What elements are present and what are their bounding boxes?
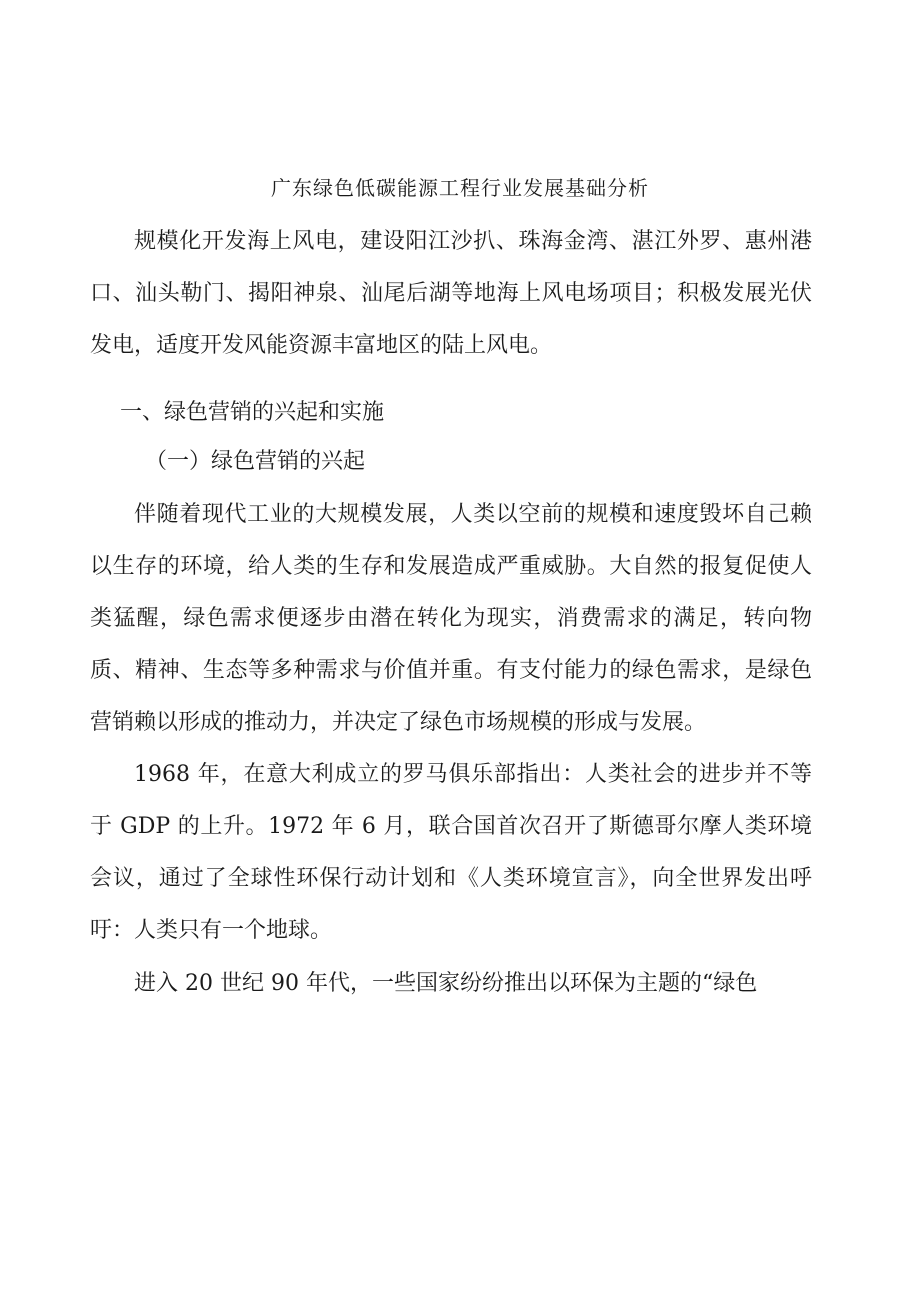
body-paragraph-1: 伴随着现代工业的大规模发展，人类以空前的规模和速度毁坏自己赖以生存的环境，给人类的生存和发展造成严重威胁。大自然的报复促使人类猛醒，绿色需求便逐步由潜在转化为现实，消费需求的满足，转向物质、精神、生态等多种需求与价值并重。有支付能力的绿色需求，是绿色营销赖以形成的推动力，并决定了绿色市场规模的形成与发展。 [90,502,812,735]
body-paragraph-2: 1968 年，在意大利成立的罗马俱乐部指出：人类社会的进步并不等于 GDP 的上升。1972 年 6 月，联合国首次召开了斯德哥尔摩人类环境会议，通过了全球性环保行动计划和《人类环境宣言》，向全世界发出呼吁：人类只有一个地球。 [90,762,812,943]
body-paragraph-3: 进入 20 世纪 90 年代，一些国家纷纷推出以环保为主题的“绿色 [134,971,758,996]
section-heading: 一、绿色营销的兴起和实施 [120,400,385,425]
document-title: 广东绿色低碳能源工程行业发展基础分析 [271,176,649,200]
subsection-heading: （一）绿色营销的兴起 [145,449,366,474]
intro-paragraph: 规模化开发海上风电，建设阳江沙扒、珠海金湾、湛江外罗、惠州港口、汕头勒门、揭阳神泉、汕尾后湖等地海上风电场项目；积极发展光伏发电，适度开发风能资源丰富地区的陆上风电。 [90,229,812,358]
